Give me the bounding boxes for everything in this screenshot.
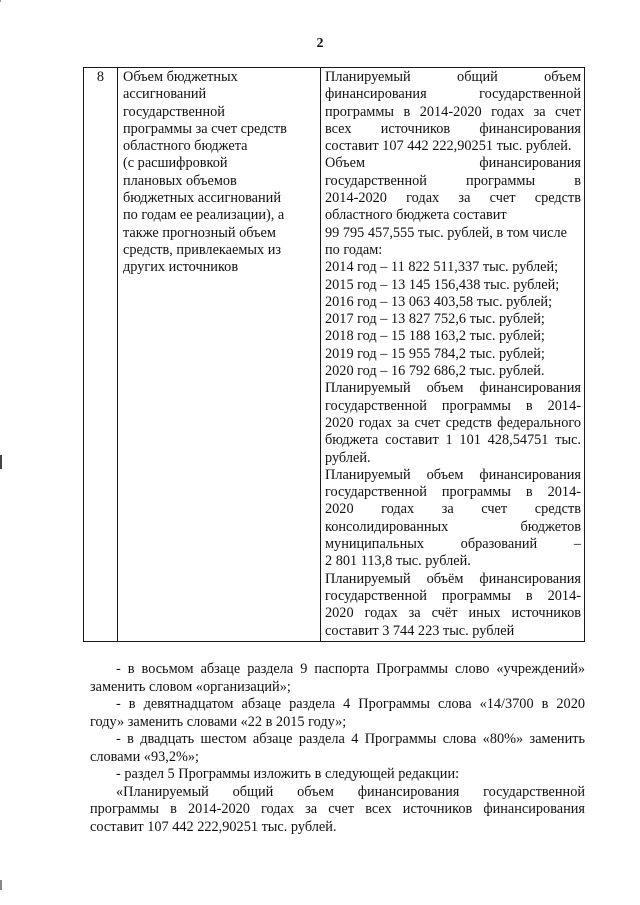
text-line: Планируемый общий объем [325,69,581,85]
text-line: Планируемый объём финансирования [325,570,581,587]
text-line: Объем бюджетных [123,69,238,85]
text-line: бюджетных ассигнований [123,190,281,207]
text-line: составит 107 442 222,90251 тыс. рублей. [325,138,572,155]
text-line: областного бюджета [123,138,248,155]
text-line: областного бюджета составит [325,207,507,224]
text-line: программы за счет средств [123,120,287,137]
text-line: средств, привлекаемых из [123,241,282,258]
text-line: 2017 год – 13 827 752,6 тыс. рублей; [325,311,545,328]
text-line: государственной программы в 2014- [325,397,581,414]
parameter-name-text [123,69,318,277]
text-line: государственной программы в [325,172,581,189]
parameter-name-cell [118,68,321,642]
text-line: 2014-2020 годах за счет средств [325,190,581,207]
text-line: плановых объемов [123,172,237,189]
paragraph-line: году» заменить словами «22 в 2015 году»; [90,713,347,730]
paragraph-line: - в двадцать шестом абзаце раздела 4 Программы слова «80%» заменить [116,731,585,747]
paragraph-line: словами «93,2%»; [90,748,200,765]
text-line: Планируемый объем финансирования [325,466,581,483]
text-line: 2015 год – 13 145 156,438 тыс. рублей; [325,276,560,293]
text-line: по годам ее реализации), а [123,207,285,224]
text-line: ассигнований [123,86,207,103]
paragraph-line: - в восьмом абзаце раздела 9 паспорта Программы слово «учреждений» [116,661,585,677]
text-line: Планируемый объем финансирования [325,380,581,397]
parameter-value-text [325,69,581,640]
text-line: 2020 год – 16 792 686,2 тыс. рублей. [325,363,545,380]
paragraph-line: «Планируемый общий объем финансирования государственной [116,783,585,800]
text-line: финансирования государственной [325,86,581,103]
text-line: по годам: [325,241,383,258]
text-line: консолидированных бюджетов [325,518,581,535]
page-number: 2 [316,36,324,51]
row-number-cell: 8 [84,68,118,642]
text-line: других источников [123,259,239,276]
text-line: 99 795 457,555 тыс. рублей, в том числе [325,224,567,241]
text-line: муниципальных образований – [325,536,581,553]
table-row [84,68,585,642]
scan-edge-mark [0,455,2,469]
text-line: также прогнозный объем [123,224,276,241]
text-line: программы в 2014-2020 годах за счет [325,103,581,120]
paragraph-line: программы в 2014-2020 годах за счет всех источников финансирования [90,801,585,817]
paragraph-line: - в девятнадцатом абзаце раздела 4 Программы слова «14/3700 в 2020 [116,696,585,712]
text-line: 2020 годах за счет средств [325,501,581,518]
text-line: 2014 год – 11 822 511,337 тыс. рублей; [325,259,559,276]
paragraph-line: заменить словом «организаций»; [90,678,291,695]
text-line: государственной программы в 2014- [325,587,581,604]
text-line: 2018 год – 15 188 163,2 тыс. рублей; [325,328,545,345]
text-line: Объем финансирования [325,155,581,172]
text-line: 2019 год – 15 955 784,2 тыс. рублей; [325,345,545,362]
amendment-text [90,661,585,836]
paragraph-line: - раздел 5 Программы изложить в следующей редакции: [116,766,460,782]
text-line: (с расшифровкой [123,155,228,172]
text-line: государственной программы в 2014- [325,484,581,501]
paragraph-line: составит 107 442 222,90251 тыс. рублей. [90,818,337,835]
text-line: бюджета составит 1 101 428,54751 тыс. [325,432,581,449]
budget-table [83,67,585,642]
text-line: 2020 годах за счет средств федерального [325,414,581,431]
text-line: составит 3 744 223 тыс. рублей [325,622,515,639]
text-line: 2020 годах за счёт иных источников [325,605,581,622]
text-line: рублей. [325,449,371,466]
parameter-value-cell [321,68,585,642]
text-line: 2016 год – 13 063 403,58 тыс. рублей; [325,293,553,310]
scan-edge-mark [0,0,1,2]
scan-edge-mark [0,880,2,890]
text-line: государственной [123,103,225,120]
text-line: всех источников финансирования [325,120,581,137]
text-line: 2 801 113,8 тыс. рублей. [325,553,471,570]
